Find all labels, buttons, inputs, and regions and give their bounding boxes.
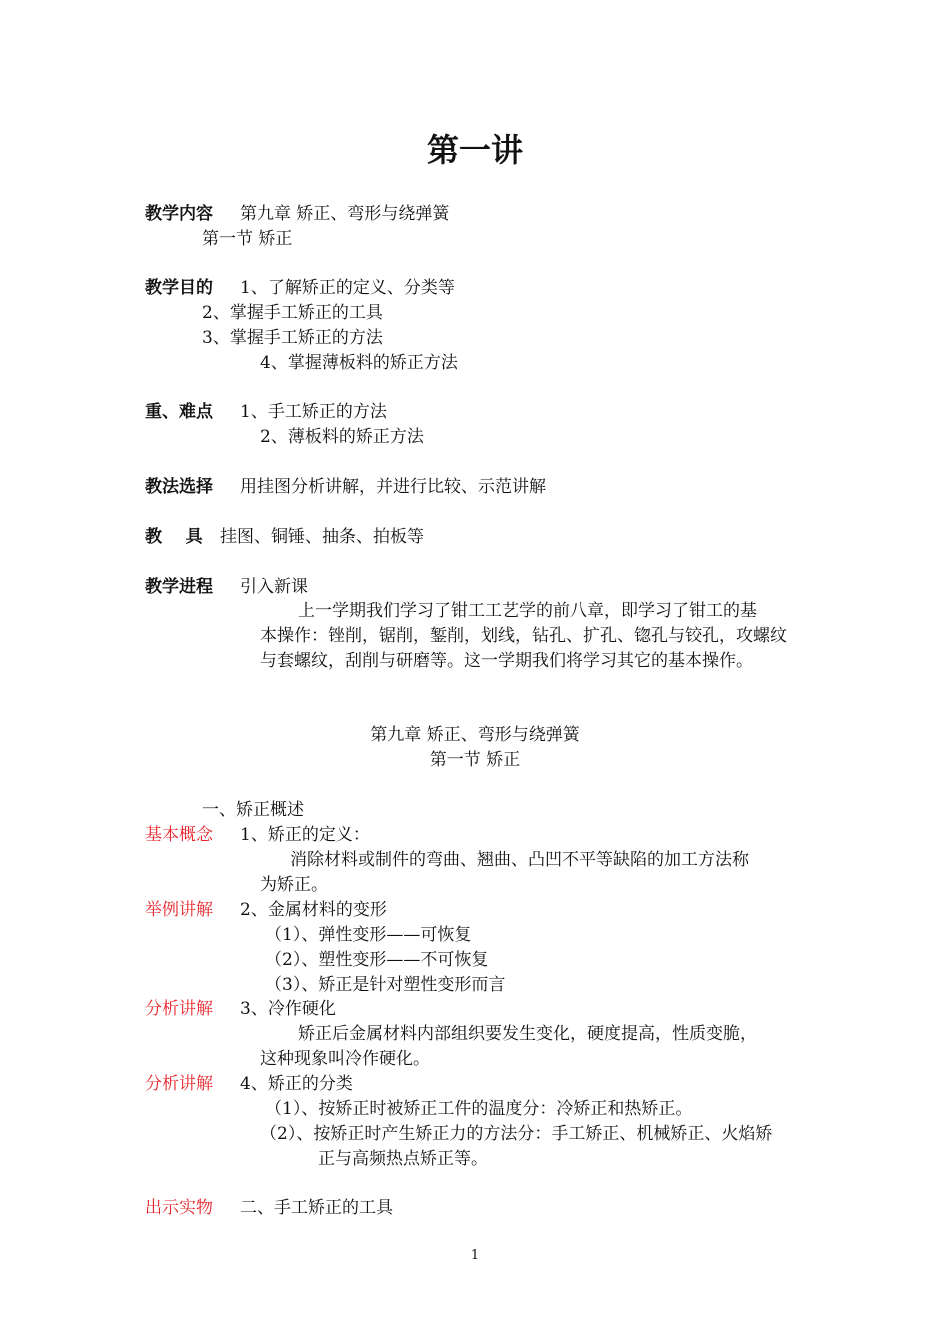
page-number: 1 <box>470 1248 480 1263</box>
center-section-heading: 第一节 矫正 <box>429 750 521 770</box>
process-label: 教学进程 <box>145 577 213 597</box>
keypoint-item: 1、手工矫正的方法 <box>240 402 387 422</box>
note-show: 出示实物 <box>145 1198 213 1218</box>
cold-line: 矫正后金属材料内部组织要发生变化，硬度提高，性质变脆， <box>298 1024 757 1044</box>
def-line: 为矫正。 <box>260 875 328 895</box>
classify-item: （1）、按矫正时被矫正工件的温度分：冷矫正和热矫正。 <box>265 1099 693 1119</box>
goal-item: 1、了解矫正的定义、分类等 <box>240 278 455 298</box>
classify-title: 4、矫正的分类 <box>240 1074 353 1094</box>
goals-label: 教学目的 <box>145 278 213 298</box>
content-chapter: 第九章 矫正、弯形与绕弹簧 <box>240 204 450 224</box>
goal-item: 3、掌握手工矫正的方法 <box>202 328 383 348</box>
intro-line: 本操作：锉削，锯削，錾削，划线，钻孔、扩孔、锪孔与铰孔，攻螺纹 <box>260 626 787 646</box>
cold-title: 3、冷作硬化 <box>240 999 336 1019</box>
classify-item-cont: 正与高频热点矫正等。 <box>318 1149 488 1169</box>
cold-line: 这种现象叫冷作硬化。 <box>260 1049 430 1069</box>
keypoint-item: 2、薄板料的矫正方法 <box>260 427 424 447</box>
classify-item: （2）、按矫正时产生矫正力的方法分：手工矫正、机械矫正、火焰矫 <box>260 1124 773 1144</box>
deform-title: 2、金属材料的变形 <box>240 900 387 920</box>
note-basic-concept: 基本概念 <box>145 825 213 845</box>
method-label: 教法选择 <box>145 477 213 497</box>
method-text: 用挂图分析讲解，并进行比较、示范讲解 <box>240 477 546 497</box>
note-example: 举例讲解 <box>145 900 213 920</box>
deform-item: （1）、弹性变形——可恢复 <box>265 925 472 945</box>
goal-item: 4、掌握薄板料的矫正方法 <box>260 353 458 373</box>
content-label: 教学内容 <box>145 204 213 224</box>
goal-item: 2、掌握手工矫正的工具 <box>202 303 383 323</box>
note-analysis-2: 分析讲解 <box>145 1074 213 1094</box>
tools-label: 教 具 <box>145 527 203 547</box>
center-chapter-heading: 第九章 矫正、弯形与绕弹簧 <box>370 725 580 745</box>
deform-item: （2）、塑性变形——不可恢复 <box>265 950 489 970</box>
def-title: 1、矫正的定义： <box>240 825 370 845</box>
tools-section-heading: 二、手工矫正的工具 <box>240 1198 393 1218</box>
note-analysis-1: 分析讲解 <box>145 999 213 1019</box>
intro-line: 与套螺纹，刮削与研磨等。这一学期我们将学习其它的基本操作。 <box>260 651 753 671</box>
process-intro-title: 引入新课 <box>240 577 308 597</box>
tools-text: 挂图、铜锤、抽条、拍板等 <box>220 527 424 547</box>
page-title: 第一讲 <box>426 131 523 169</box>
keypoints-label: 重、难点 <box>145 402 213 422</box>
overview-heading: 一、矫正概述 <box>202 800 304 820</box>
def-line: 消除材料或制件的弯曲、翘曲、凸凹不平等缺陷的加工方法称 <box>290 850 749 870</box>
deform-item: （3）、矫正是针对塑性变形而言 <box>265 975 506 995</box>
intro-line: 上一学期我们学习了钳工工艺学的前八章，即学习了钳工的基 <box>298 601 757 621</box>
content-section: 第一节 矫正 <box>202 229 293 249</box>
